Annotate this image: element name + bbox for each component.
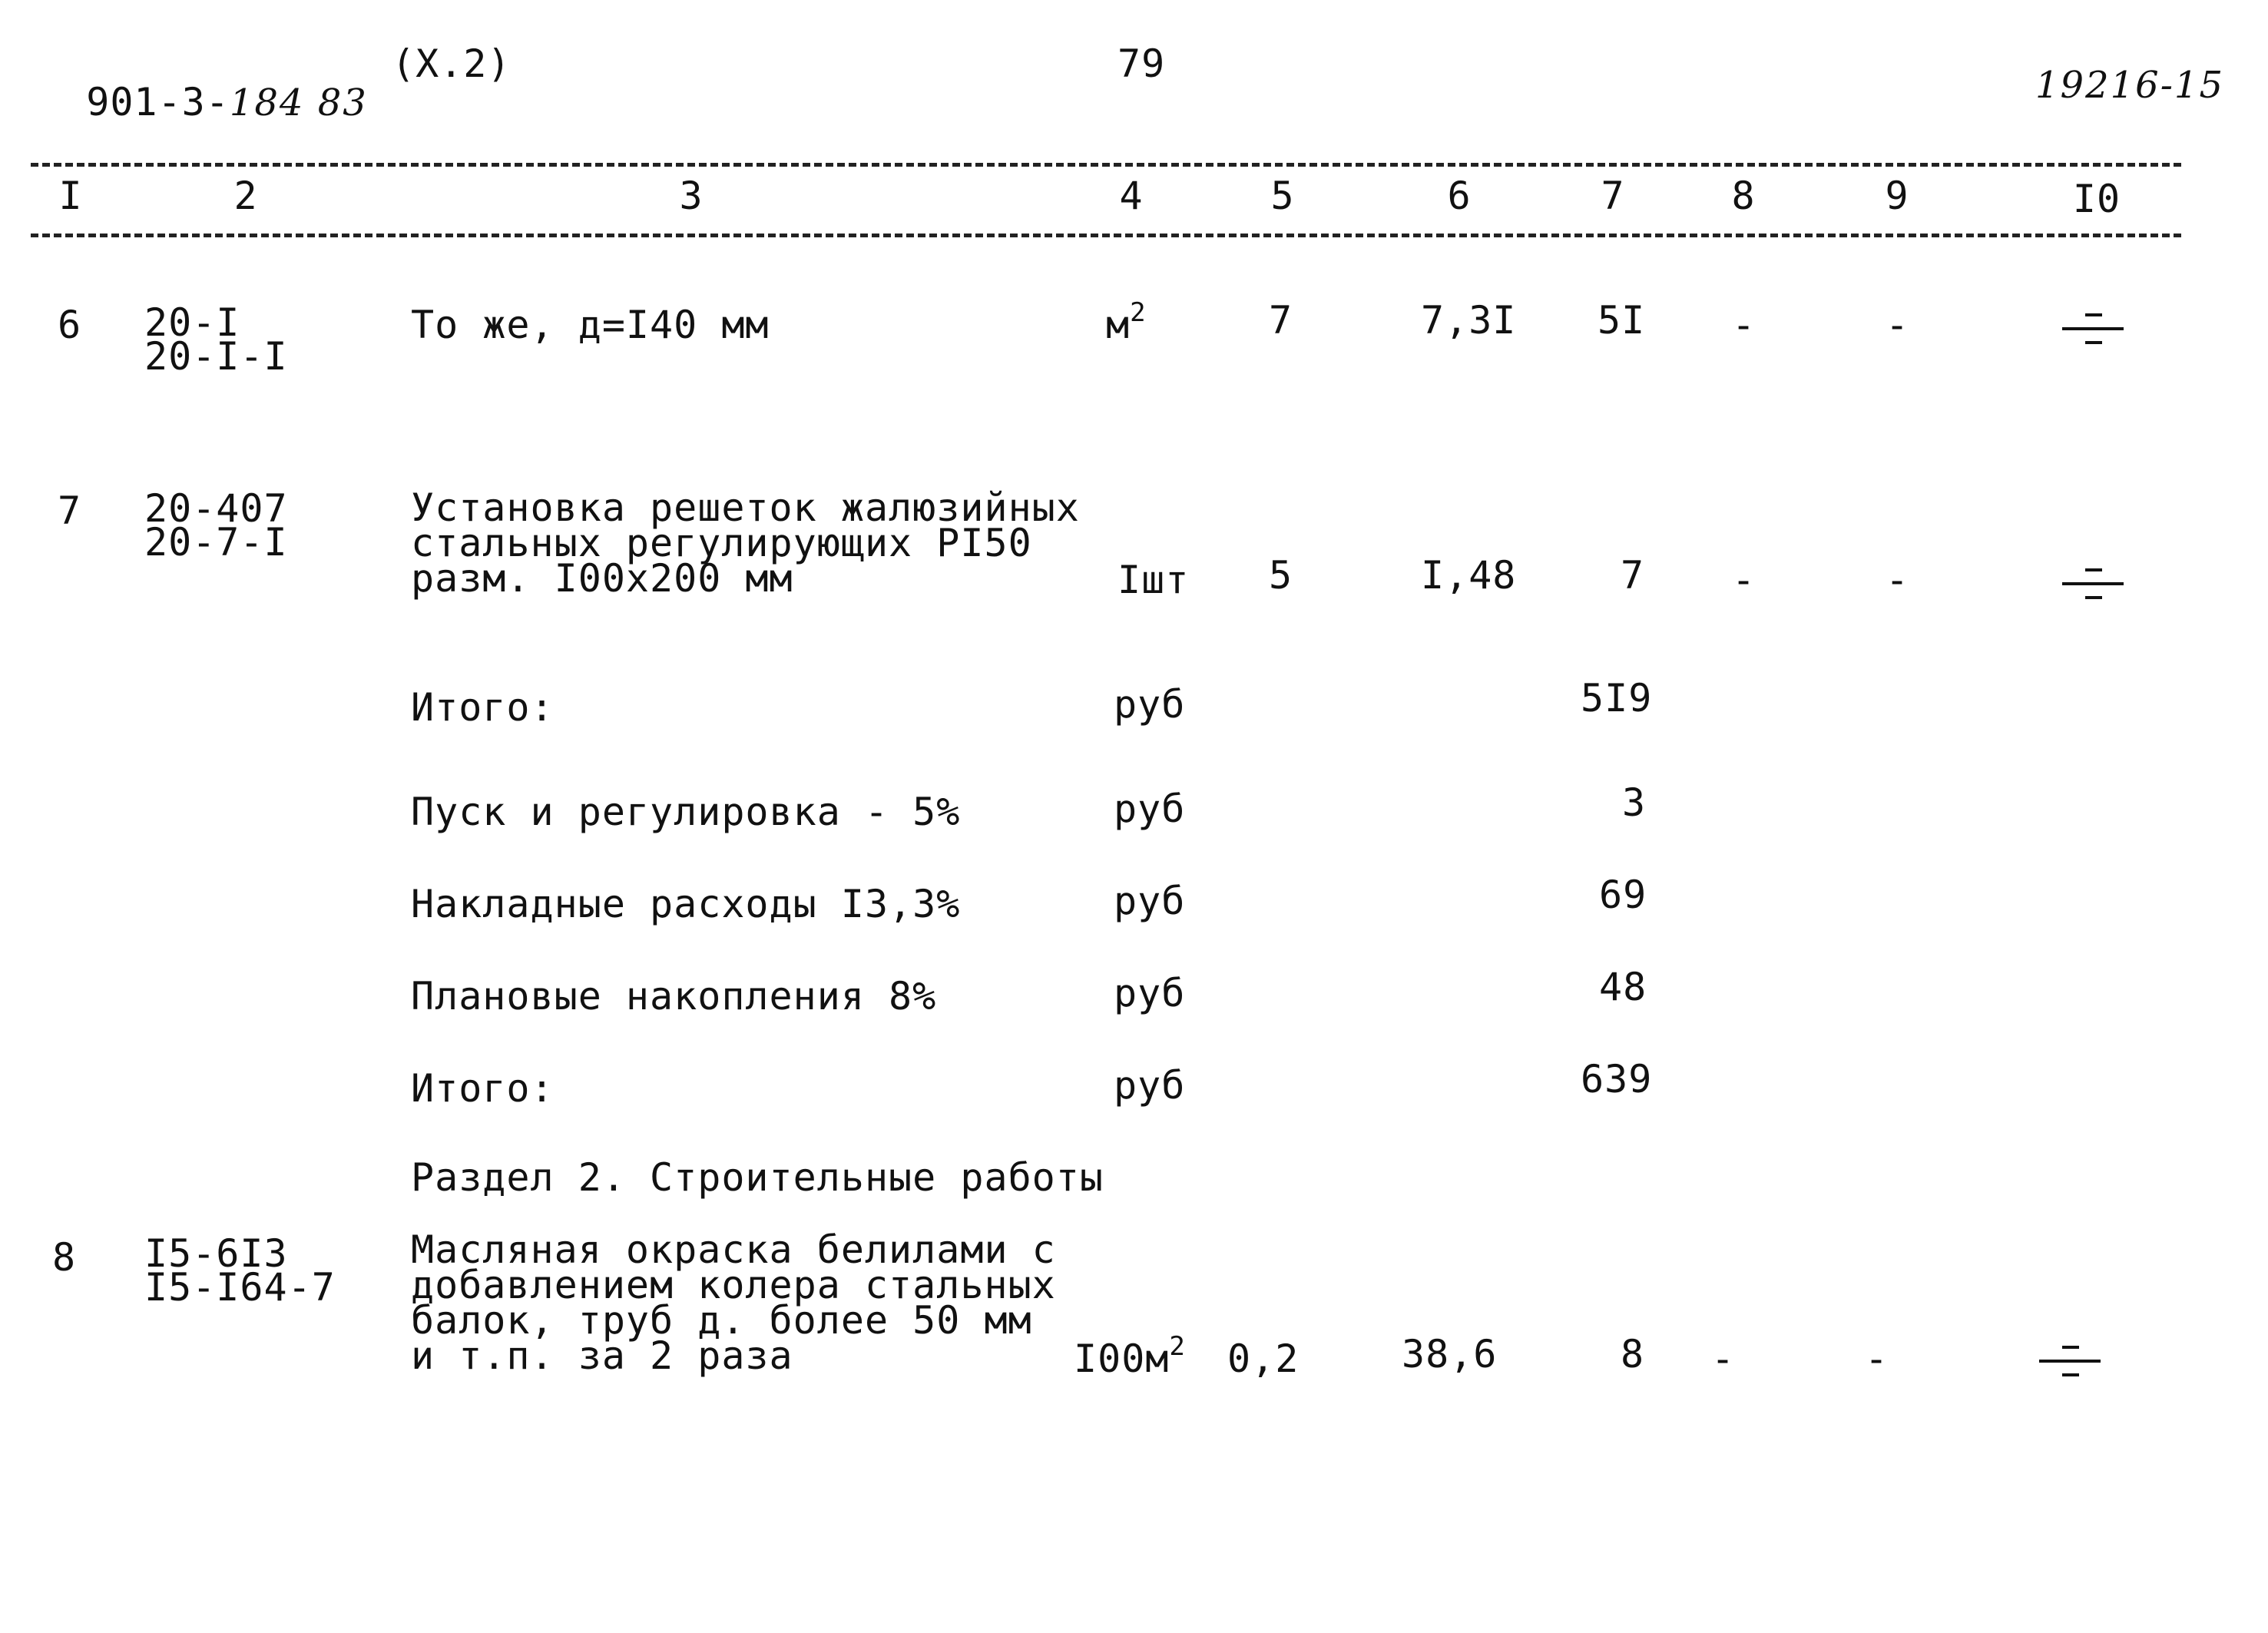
row-6-total: 5I — [1598, 298, 1646, 343]
summary-planned-savings-value: 48 — [1599, 965, 1647, 1009]
row-6-unit-exponent: 2 — [1130, 297, 1147, 328]
summary-overhead-unit: руб — [1114, 879, 1186, 923]
summary-total-value: 639 — [1581, 1057, 1653, 1101]
row-7-col9: - — [1886, 558, 1910, 602]
row-6-unit — [1106, 297, 1147, 347]
summary-subtotal-unit: руб — [1114, 682, 1186, 727]
summary-startup-unit: руб — [1114, 787, 1186, 831]
summary-subtotal-label: Итого: — [411, 685, 555, 730]
column-header-7: 7 — [1601, 174, 1625, 218]
column-header-9: 9 — [1885, 174, 1909, 218]
row-8-unit-price: 38,6 — [1402, 1332, 1498, 1376]
row-8-number: 8 — [52, 1235, 77, 1280]
header-top-rule — [31, 163, 2181, 167]
document-code — [38, 45, 368, 122]
summary-overhead-value: 69 — [1599, 873, 1647, 917]
row-7-total: 7 — [1621, 553, 1645, 598]
summary-overhead-label: Накладные расходы I3,3% — [411, 882, 961, 926]
row-7-unit-price: I,48 — [1421, 553, 1517, 598]
summary-total-unit: руб — [1114, 1063, 1186, 1108]
summary-subtotal-value: 5I9 — [1581, 676, 1653, 720]
row-6-unit-price: 7,3I — [1421, 298, 1517, 343]
row-6-col8: - — [1732, 303, 1756, 347]
document-code-handwritten: 184 83 — [229, 81, 368, 124]
header-bottom-rule — [31, 234, 2181, 237]
row-7-unit: Iшт — [1117, 558, 1190, 602]
row-8-code: I5-6I3 I5-I64-7 — [144, 1231, 336, 1310]
column-header-10: I0 — [2072, 177, 2121, 221]
row-8-total: 8 — [1621, 1332, 1645, 1376]
row-8-unit-exponent: 2 — [1169, 1331, 1186, 1362]
column-header-3: 3 — [679, 174, 704, 218]
summary-total-label: Итого: — [411, 1066, 555, 1111]
column-header-8: 8 — [1731, 174, 1756, 218]
row-6-quantity: 7 — [1269, 298, 1293, 343]
row-6-ditto-mark — [2062, 313, 2124, 344]
row-6-code: 20-I 20-I-I — [144, 300, 288, 379]
row-7-number: 7 — [58, 489, 82, 533]
section-title: Раздел 2. Строительные работы — [411, 1155, 1104, 1200]
column-header-6: 6 — [1447, 174, 1472, 218]
archive-number: 19216-15 — [2035, 64, 2224, 107]
summary-planned-savings-label: Плановые накопления 8% — [411, 974, 937, 1019]
row-7-quantity: 5 — [1269, 553, 1293, 598]
row-7-code: 20-407 20-7-I — [144, 486, 288, 565]
row-8-col9: - — [1865, 1337, 1889, 1381]
column-header-2: 2 — [233, 174, 258, 218]
row-8-quantity: 0,2 — [1227, 1337, 1300, 1381]
row-7-description: Установка решеток жалюзийных стальных регулирующих РI50 разм. I00х200 мм — [411, 485, 1080, 601]
row-7-col8: - — [1732, 558, 1756, 602]
row-8-unit-text: I00м — [1074, 1337, 1170, 1381]
row-6-unit-text: м — [1106, 303, 1131, 347]
row-8-col8: - — [1711, 1337, 1736, 1381]
document-code-printed: 901-3- — [86, 80, 230, 124]
row-8-description: Масляная окраска белилами с добавлением колера стальных балок, труб д. более 50 мм и т.п. за 2 раза — [411, 1227, 1056, 1378]
row-6-col9: - — [1886, 303, 1910, 347]
summary-startup-label: Пуск и регулировка - 5% — [411, 790, 961, 834]
row-7-ditto-mark — [2062, 568, 2124, 599]
page-number: 79 — [1117, 41, 1166, 86]
row-8-ditto-mark — [2039, 1346, 2101, 1376]
column-header-1: I — [58, 174, 83, 218]
column-header-4: 4 — [1119, 174, 1144, 218]
summary-planned-savings-unit: руб — [1114, 971, 1186, 1015]
section-reference: (X.2) — [392, 41, 512, 86]
row-6-number: 6 — [58, 303, 82, 347]
row-8-unit — [1074, 1331, 1186, 1381]
summary-startup-value: 3 — [1622, 780, 1647, 825]
row-6-description: То же, д=I40 мм — [411, 303, 770, 347]
column-header-5: 5 — [1270, 174, 1295, 218]
